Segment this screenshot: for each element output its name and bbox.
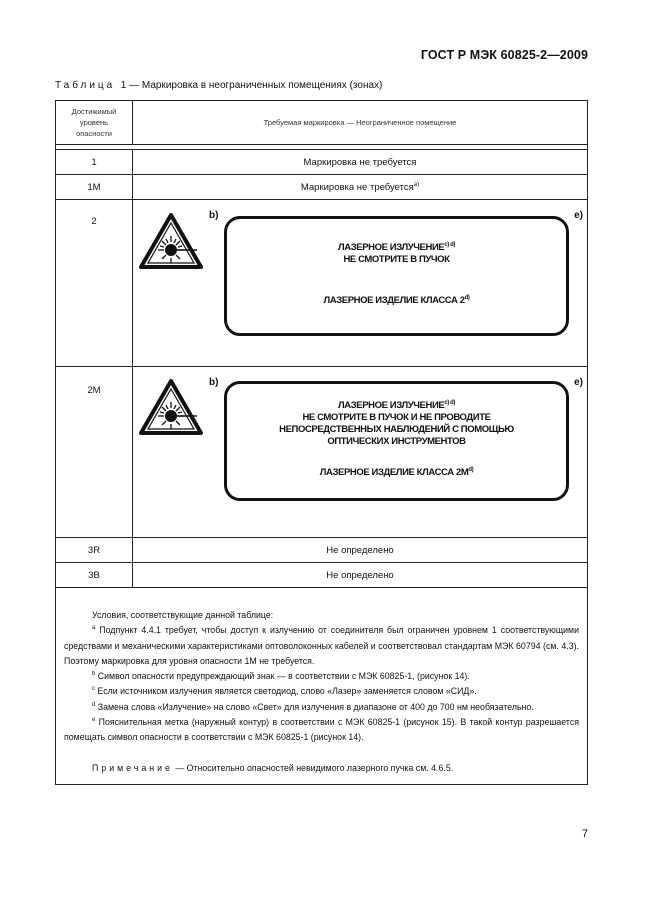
explanatory-label-frame [224, 381, 569, 501]
sign-text-line3: НЕПОСРЕДСТВЕННЫХ НАБЛЮДЕНИЙ С ПОМОЩЬЮ [279, 424, 514, 435]
sign-text-line4: ОПТИЧЕСКИХ ИНСТРУМЕНТОВ [327, 436, 466, 447]
sign-text-line2: НЕ СМОТРИТЕ В ПУЧОК [343, 254, 450, 265]
laser-warning-icon [138, 378, 204, 436]
marking-cell: Маркировка не требуется [133, 150, 588, 175]
table-row [56, 200, 588, 367]
footnote-b: $^b$ Символ опасности предупреждающий знак — в соответствии с МЭК 60825-1, (рисунок 14). [92, 671, 470, 682]
level-cell: 2 [56, 200, 133, 367]
notes-cell [56, 588, 588, 785]
marking-table [55, 100, 588, 785]
marking-cell [133, 175, 588, 200]
table-caption [55, 80, 382, 91]
footnote-e: $^е$ Пояснительная метка (наружный контур) в соответствии с МЭК 60825-1 (рисунок 15). В такой контур разрешается помещать символ опасности в соответствии с МЭК 60825-1 (рисунок 14). [64, 717, 579, 743]
table-row [56, 367, 588, 538]
notes-intro: Условия, соответствующие данной таблице: [92, 610, 274, 620]
marking-cell: Не определено [133, 563, 588, 588]
table-row [56, 563, 588, 588]
header-level-cell [56, 101, 133, 145]
table-header-row [56, 101, 588, 145]
level-cell: 2M [56, 367, 133, 538]
marking-text: Маркировка не требуется [300, 181, 414, 193]
header-level-line3: опасности [76, 129, 112, 138]
level-cell: 3R [56, 538, 133, 563]
sign-label-b: b) [209, 377, 219, 388]
footnote-ref: а) [413, 181, 420, 188]
explanatory-label-frame [224, 216, 569, 336]
header-marking-cell: Требуемая маркировка — Неограниченное помещение [133, 101, 588, 145]
notes-row [56, 588, 588, 785]
table-note: Примечание — Относительно опасностей невидимого лазерного пучка см. 4.6.5. [92, 762, 454, 773]
page-number: 7 [581, 828, 588, 840]
footnote-a: $^а$ Подпункт 4.4.1 требует, чтобы доступ к излучению от соединителя был ограничен уровнем 1 соответствующими средствами и механическими характеристиками оптоволоконных кабелей и соответствовал стандартам МЭК 60794 (см. 4.3). Поэтому маркировка для уровня опасности 1M не требуется. [64, 625, 579, 666]
table-row [56, 150, 588, 175]
footnote-c: $^c$ Если источником излучения является светодиод, слово «Лазер» заменяется словом «СИД». [92, 686, 477, 697]
level-cell: 1 [56, 150, 133, 175]
laser-warning-icon [138, 212, 204, 270]
header-level-line1: Достижимый [71, 107, 117, 116]
sign-text-line3: ЛАЗЕРНОЕ ИЗДЕЛИЕ КЛАССА 2$^{d)}$ [323, 295, 470, 306]
level-cell: 1M [56, 175, 133, 200]
sign-label-e: e) [574, 377, 583, 388]
sign-text-line5: ЛАЗЕРНОЕ ИЗДЕЛИЕ КЛАССА $2M^{d)}$ [319, 467, 474, 478]
sign-cell-class-2m [133, 367, 588, 538]
footnote-d: $^d$ Замена слова «Излучение» на слово «Свет» для излучения в диапазоне от 400 до 700 нм необязательно. [92, 701, 534, 712]
table-row [56, 175, 588, 200]
table-row [56, 538, 588, 563]
sign-label-b: b) [209, 210, 219, 221]
marking-cell: Не определено [133, 538, 588, 563]
caption-number: 1 [120, 80, 127, 91]
sign-cell-class-2 [133, 200, 588, 367]
sign-text-line1: ЛАЗЕРНОЕ $ИЗЛУЧЕНИЕ^{c) d)}$ [337, 400, 455, 411]
sign-label-e: e) [574, 210, 583, 221]
document-header: ГОСТ Р МЭК 60825-2—2009 [420, 48, 588, 62]
header-level-line2: уровень [79, 118, 109, 127]
sign-text-line1: ЛАЗЕРНОЕ $ИЗЛУЧЕНИЕ^{c) d)}$ [337, 242, 455, 253]
level-cell: 3B [56, 563, 133, 588]
caption-label: Таблица [55, 80, 116, 91]
sign-text-line2: НЕ СМОТРИТЕ В ПУЧОК И НЕ ПРОВОДИТЕ [302, 412, 491, 423]
caption-text: — Маркировка в неограниченных помещениях (зонах) [129, 80, 383, 91]
